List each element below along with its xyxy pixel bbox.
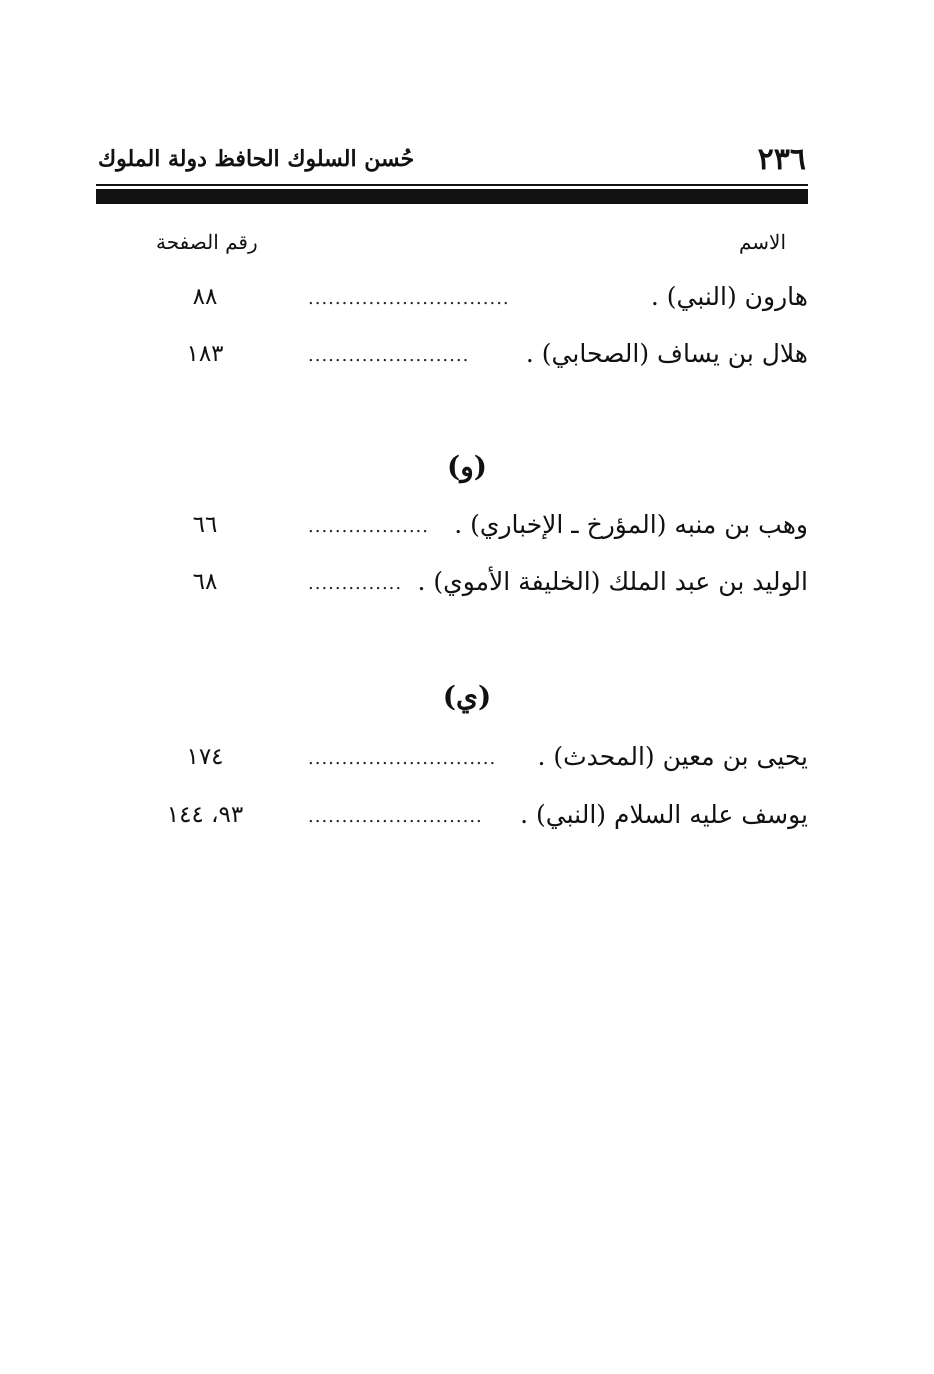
entry-page: ٩٣، ١٤٤ <box>166 802 244 828</box>
entry-page: ٦٦ <box>192 512 218 538</box>
index-entry <box>140 742 808 782</box>
entry-leader-dots: ........................ <box>308 345 470 366</box>
entry-name: يوسف عليه السلام (النبي) . <box>520 800 808 829</box>
entry-leader-dots: .............. <box>308 573 403 594</box>
index-entry <box>140 339 808 379</box>
header-rule-thin <box>96 184 808 186</box>
index-entry <box>140 282 808 322</box>
running-title: حُسن السلوك الحافظ دولة الملوك <box>98 146 415 172</box>
page-number: ٢٣٦ <box>757 142 806 177</box>
entry-page: ١٨٣ <box>186 341 224 367</box>
column-header-page: رقم الصفحة <box>156 230 258 254</box>
entry-name: الوليد بن عبد الملك (الخليفة الأموي) . <box>417 567 808 596</box>
entry-name: يحيى بن معين (المحدث) . <box>537 742 808 771</box>
entry-name: هارون (النبي) . <box>650 282 808 311</box>
header-rule-thick <box>96 189 808 204</box>
index-entry <box>140 510 808 550</box>
index-entry <box>140 567 808 607</box>
entry-leader-dots: .......................... <box>308 806 483 827</box>
section-letter-ya: (ي) <box>442 680 492 713</box>
entry-leader-dots: .............................. <box>308 288 510 309</box>
entry-name: هلال بن يساف (الصحابي) . <box>525 339 808 368</box>
entry-page: ٦٨ <box>192 569 218 595</box>
entry-leader-dots: ............................ <box>308 748 497 769</box>
entry-leader-dots: .................. <box>308 516 429 537</box>
entry-page: ٨٨ <box>192 284 218 310</box>
column-header-name: الاسم <box>738 230 786 254</box>
section-letter-waw: (و) <box>446 450 488 483</box>
index-entry <box>140 800 808 840</box>
entry-page: ١٧٤ <box>186 744 224 770</box>
entry-name: وهب بن منبه (المؤرخ ـ الإخباري) . <box>454 510 808 539</box>
